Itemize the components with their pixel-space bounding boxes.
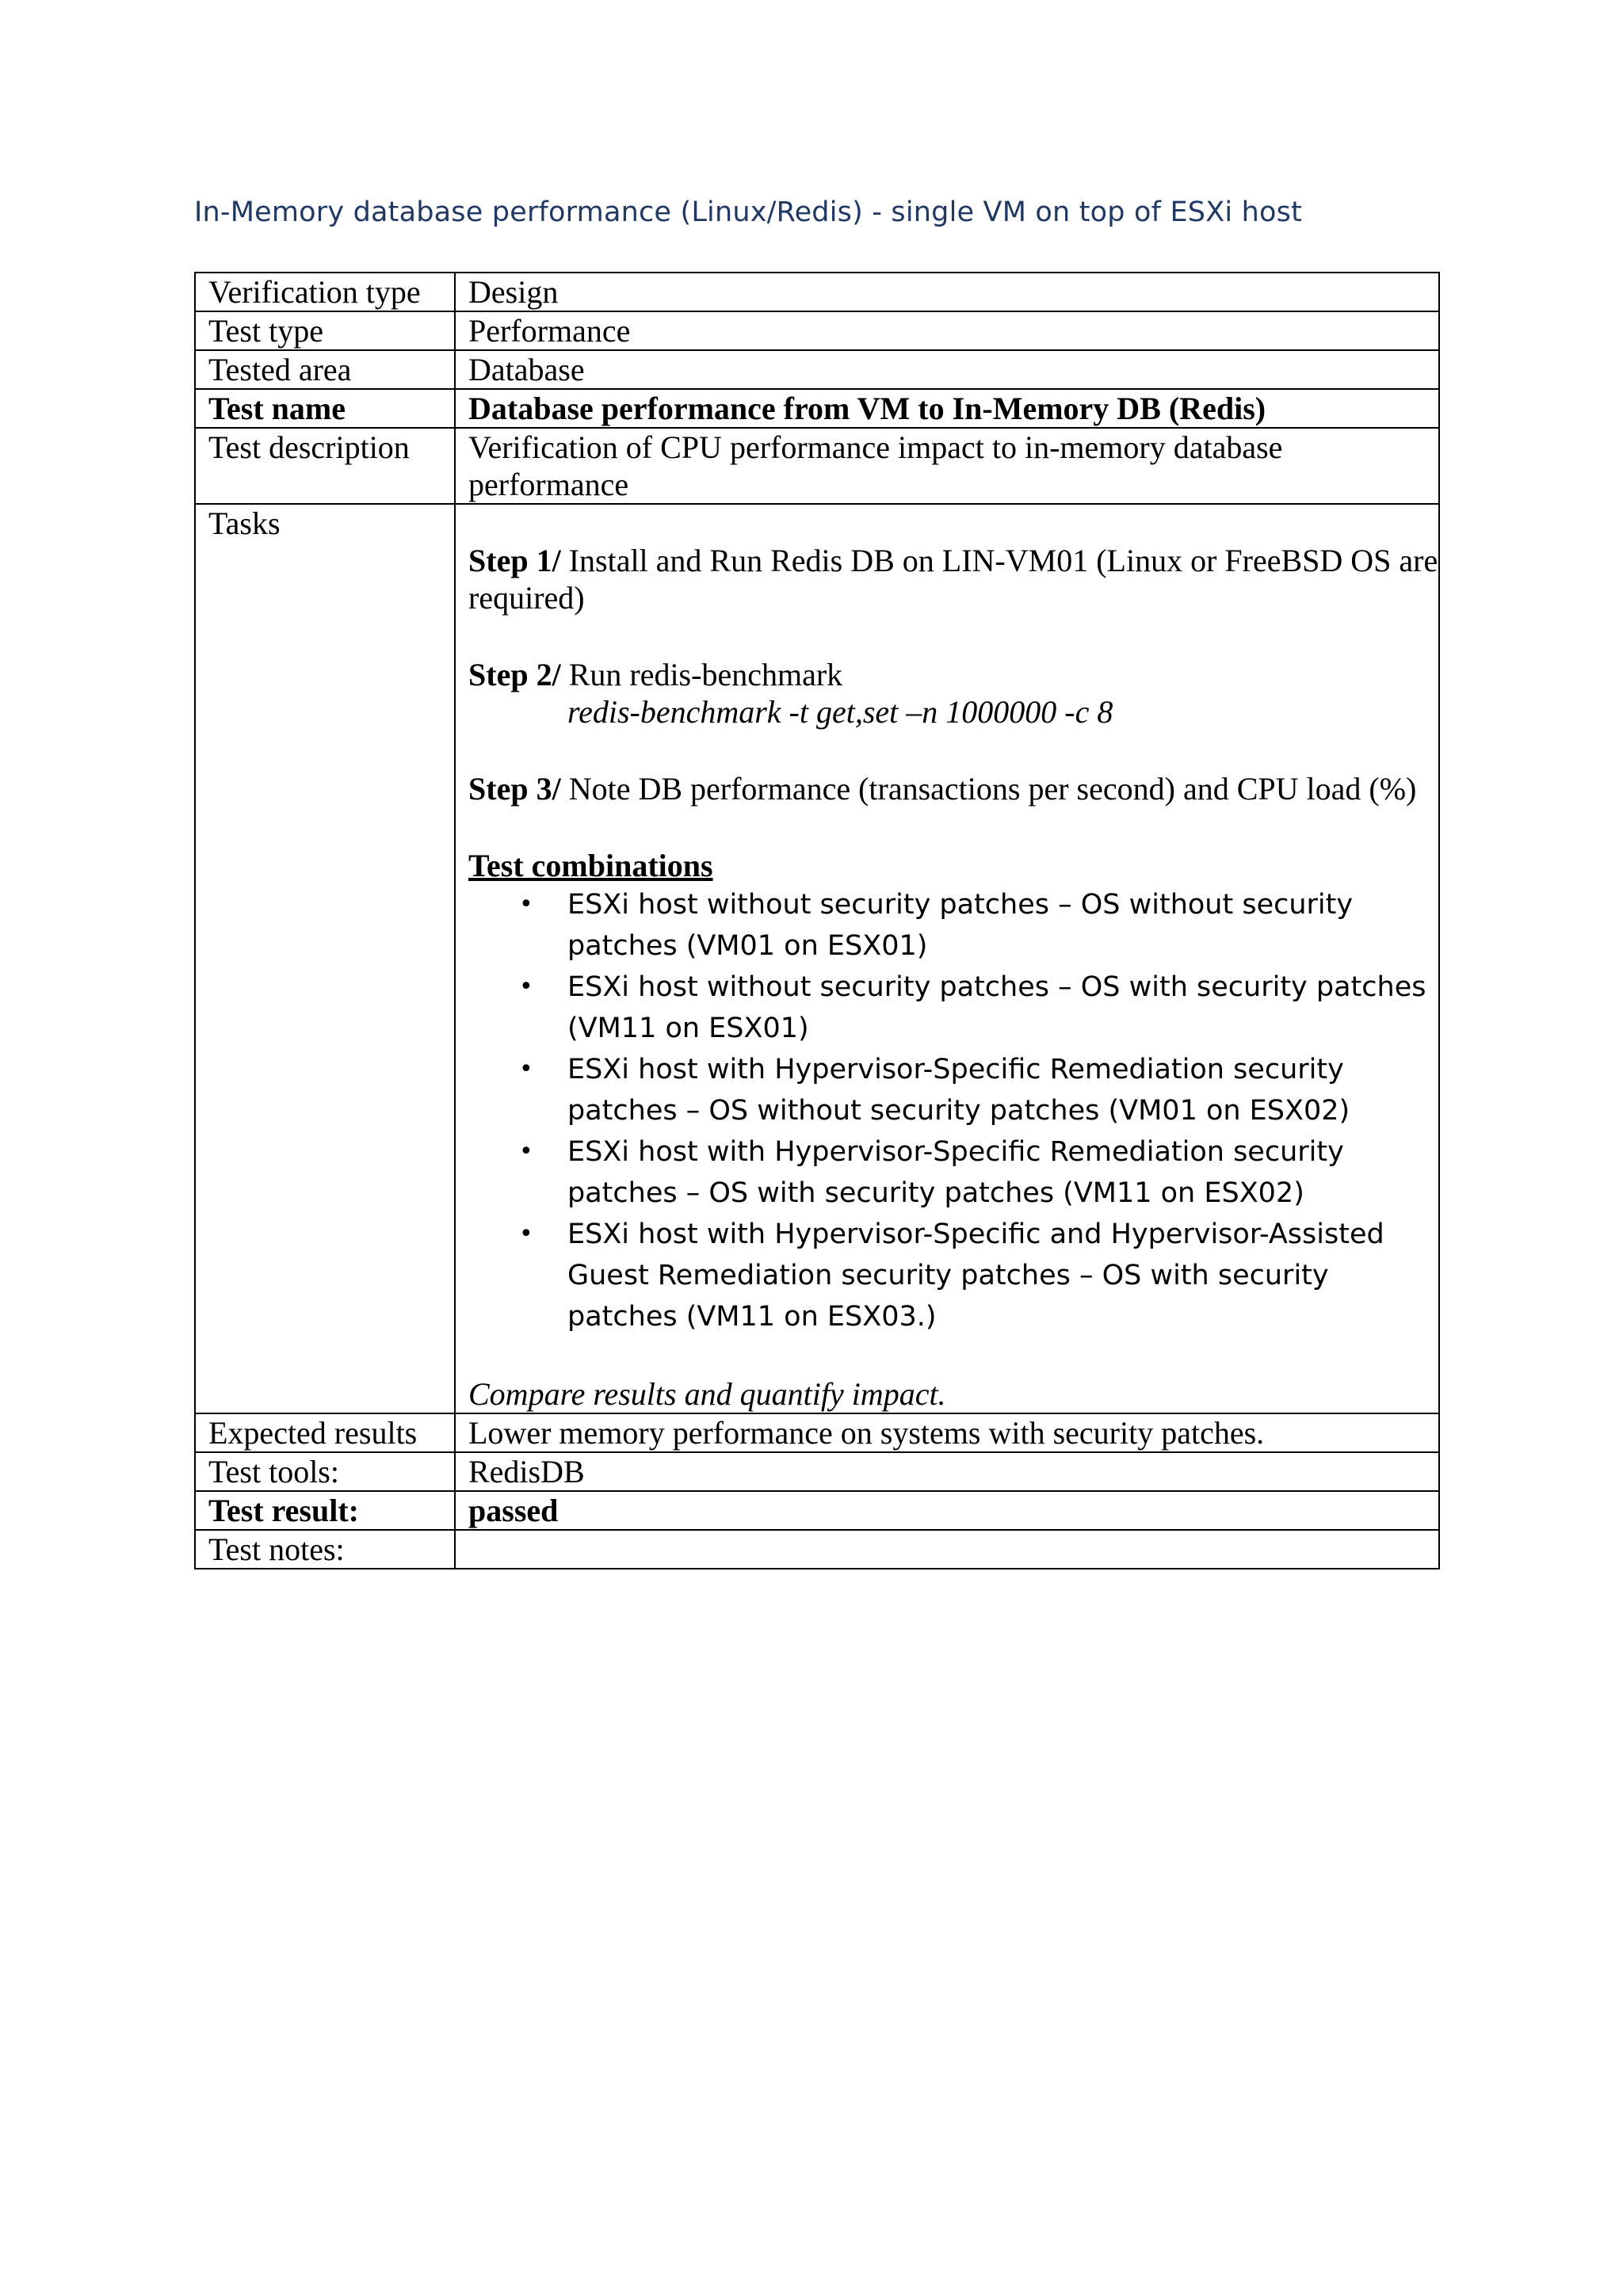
row-value-test-name: Database performance from VM to In-Memory DB (Redis) xyxy=(455,389,1439,428)
bullet-icon: • xyxy=(519,1220,533,1248)
row-label-verification-type: Verification type xyxy=(195,273,455,311)
combination-text: ESXi host with Hypervisor-Specific Remediation security patches – OS without security patches (VM01 on ESX02) xyxy=(567,1054,1350,1127)
row-label-test-result: Test result: xyxy=(195,1491,455,1530)
list-item xyxy=(468,1131,1438,1214)
combination-text: ESXi host with Hypervisor-Specific and Hypervisor-Assisted Guest Remediation security patches – OS with security patches (VM11 on ESX03.) xyxy=(567,1219,1384,1333)
test-spec-table xyxy=(194,272,1440,1569)
row-label-tasks: Tasks xyxy=(195,504,455,1413)
step-3 xyxy=(468,770,1438,807)
row-value-test-tools: RedisDB xyxy=(455,1452,1439,1491)
row-label-expected-results: Expected results xyxy=(195,1413,455,1452)
step-1-text: Install and Run Redis DB on LIN-VM01 (Linux or FreeBSD OS are required) xyxy=(468,543,1438,616)
row-label-tested-area: Tested area xyxy=(195,350,455,389)
row-value-tested-area: Database xyxy=(455,350,1439,389)
row-label-test-tools: Test tools: xyxy=(195,1452,455,1491)
table-row xyxy=(195,389,1439,428)
row-label-test-description: Test description xyxy=(195,428,455,504)
table-row xyxy=(195,1413,1439,1452)
page-title: In-Memory database performance (Linux/Redis) - single VM on top of ESXi host xyxy=(194,196,1302,228)
bullet-icon: • xyxy=(519,891,533,918)
row-value-tasks xyxy=(455,504,1439,1413)
row-value-test-description: Verification of CPU performance impact to in-memory database performance xyxy=(455,428,1439,504)
step-1-label: Step 1/ xyxy=(468,543,561,578)
step-2-command: redis-benchmark -t get,set –n 1000000 -c 8 xyxy=(567,694,1113,730)
step-2 xyxy=(468,656,1438,693)
row-value-test-result: passed xyxy=(455,1491,1439,1530)
bullet-icon: • xyxy=(519,1055,533,1083)
step-2-text: Run redis-benchmark xyxy=(560,657,843,692)
step-3-text: Note DB performance (transactions per second) and CPU load (%) xyxy=(560,771,1417,807)
table-row xyxy=(195,350,1439,389)
compare-note: Compare results and quantify impact. xyxy=(468,1376,946,1412)
table-row xyxy=(195,1491,1439,1530)
row-label-test-name: Test name xyxy=(195,389,455,428)
step-1 xyxy=(468,542,1438,616)
step-2-label: Step 2/ xyxy=(468,657,561,692)
list-item xyxy=(468,1214,1438,1337)
table-row xyxy=(195,311,1439,350)
list-item xyxy=(468,884,1438,967)
combination-text: ESXi host without security patches – OS without security patches (VM01 on ESX01) xyxy=(567,889,1354,962)
table-row xyxy=(195,504,1439,1413)
bullet-icon: • xyxy=(519,973,533,1001)
bullet-icon: • xyxy=(519,1138,533,1165)
step-3-label: Step 3/ xyxy=(468,771,561,807)
combination-text: ESXi host without security patches – OS with security patches (VM11 on ESX01) xyxy=(567,971,1426,1044)
row-value-expected-results: Lower memory performance on systems with security patches. xyxy=(455,1413,1439,1452)
row-value-test-type: Performance xyxy=(455,311,1439,350)
table-row xyxy=(195,273,1439,311)
row-value-test-notes xyxy=(455,1530,1439,1569)
table-row xyxy=(195,1452,1439,1491)
row-label-test-type: Test type xyxy=(195,311,455,350)
test-combinations-title: Test combinations xyxy=(468,848,713,883)
table-row xyxy=(195,428,1439,504)
row-label-test-notes: Test notes: xyxy=(195,1530,455,1569)
row-value-verification-type: Design xyxy=(455,273,1439,311)
table-row xyxy=(195,1530,1439,1569)
combination-text: ESXi host with Hypervisor-Specific Remediation security patches – OS with security patches (VM11 on ESX02) xyxy=(567,1136,1344,1209)
list-item xyxy=(468,967,1438,1049)
test-combinations-list xyxy=(468,884,1438,1337)
list-item xyxy=(468,1049,1438,1131)
